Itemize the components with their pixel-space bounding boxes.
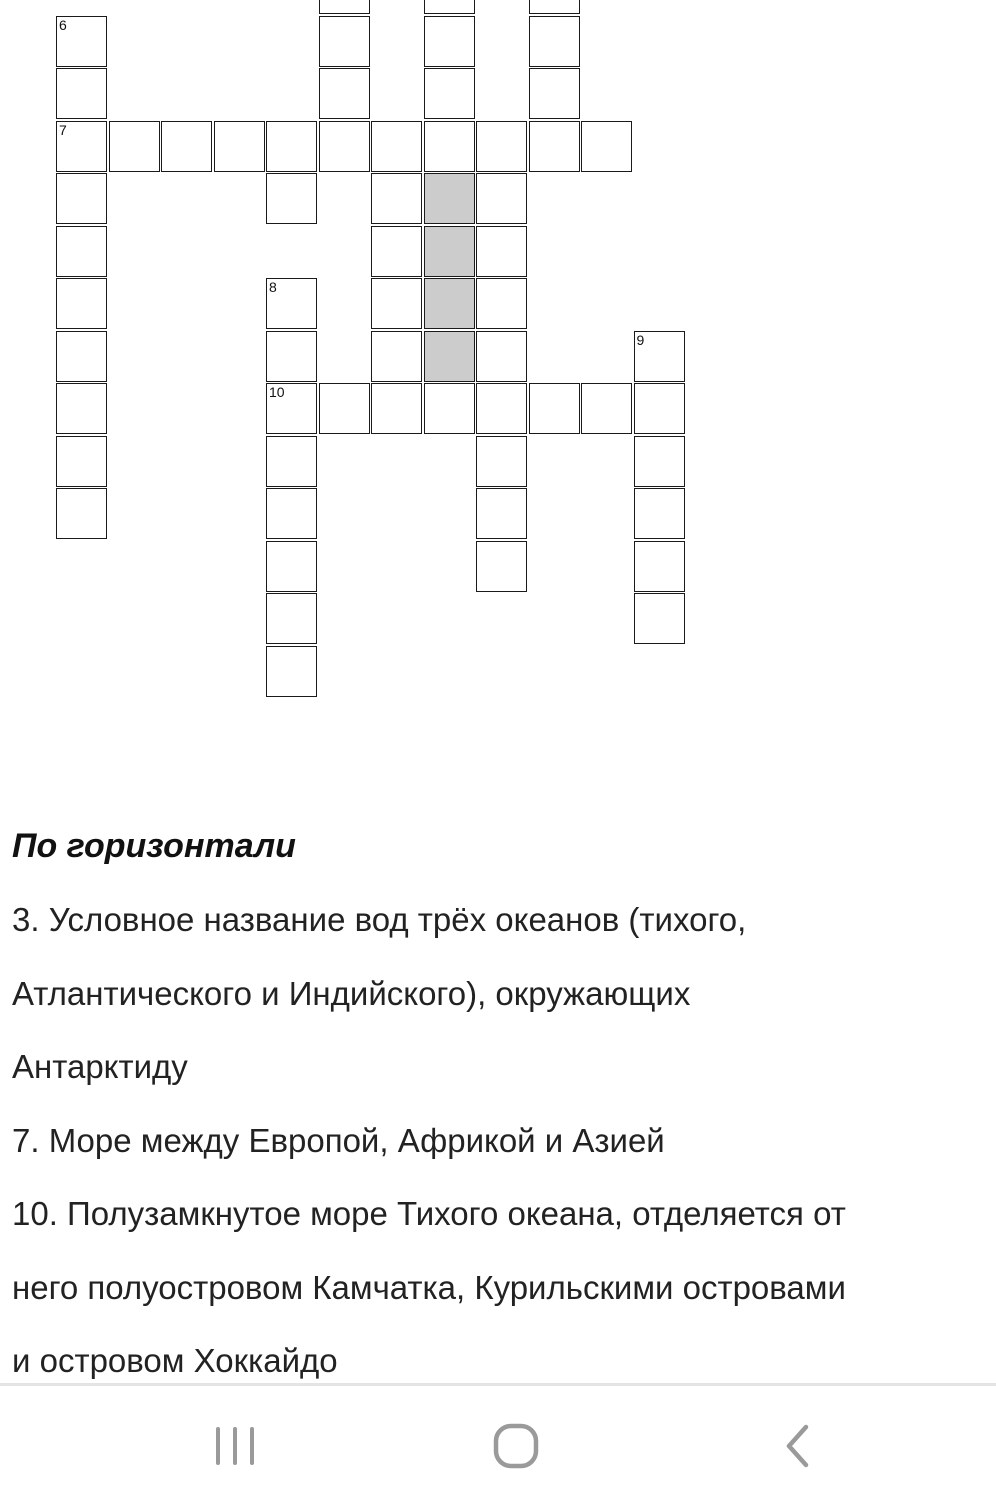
crossword-cell	[266, 121, 317, 172]
crossword-cell	[56, 68, 107, 119]
crossword-cell	[634, 541, 685, 592]
crossword-cell	[56, 383, 107, 434]
crossword-cell	[56, 173, 107, 224]
clue-line: него полуостровом Камчатка, Курильскими островами	[12, 1268, 846, 1306]
crossword-shaded-cell	[424, 331, 475, 382]
crossword-cell	[476, 541, 527, 592]
crossword-cell	[476, 278, 527, 329]
crossword-cell	[581, 121, 632, 172]
crossword-cell	[109, 121, 160, 172]
crossword-cell	[266, 278, 317, 329]
crossword-cell	[529, 121, 580, 172]
crossword-cell	[371, 173, 422, 224]
crossword-cell	[634, 488, 685, 539]
crossword-cell	[319, 0, 370, 14]
home-button[interactable]	[456, 1386, 576, 1506]
crossword-cell	[371, 121, 422, 172]
crossword-cell	[424, 121, 475, 172]
crossword-cell	[424, 16, 475, 67]
crossword-cell	[214, 121, 265, 172]
crossword-cell	[476, 226, 527, 277]
crossword-cell	[371, 383, 422, 434]
clue-number: 10	[269, 384, 285, 400]
crossword-cell	[476, 488, 527, 539]
crossword-cell	[56, 436, 107, 487]
clue-line: 3. Условное название вод трёх океанов (тихого,	[12, 901, 747, 938]
clues-heading: По горизонтали	[12, 827, 296, 865]
crossword-cell	[56, 488, 107, 539]
crossword-cell	[371, 331, 422, 382]
clue-line: Атлантического и Индийского), окружающих	[12, 974, 691, 1012]
clue-line: 7. Море между Европой, Африкой и Азией	[12, 1121, 665, 1159]
crossword-cell	[476, 173, 527, 224]
crossword-cell	[56, 278, 107, 329]
crossword-cell	[529, 383, 580, 434]
back-button[interactable]	[738, 1386, 858, 1506]
crossword-cell	[424, 68, 475, 119]
crossword-cell	[476, 383, 527, 434]
crossword-cell	[476, 331, 527, 382]
crossword-shaded-cell	[424, 173, 475, 224]
crossword-cell	[634, 331, 685, 382]
clue-number: 8	[269, 279, 277, 295]
crossword-cell	[529, 0, 580, 14]
clue-number: 7	[59, 121, 67, 138]
crossword-cell	[161, 121, 212, 172]
crossword-cell	[634, 383, 685, 434]
recent-apps-button[interactable]	[175, 1386, 295, 1506]
recent-apps-icon	[213, 1425, 257, 1467]
crossword-cell	[319, 383, 370, 434]
crossword-cell	[266, 331, 317, 382]
crossword-cell	[424, 383, 475, 434]
crossword-cell	[266, 173, 317, 224]
crossword-cell	[634, 593, 685, 644]
crossword-shaded-cell	[424, 226, 475, 277]
clue-number: 6	[59, 16, 67, 33]
clue-line: Антарктиду	[12, 1048, 188, 1085]
crossword-cell	[266, 646, 317, 697]
crossword-cell	[476, 121, 527, 172]
crossword-cell	[266, 436, 317, 487]
clue-line: и островом Хоккайдо	[12, 1342, 338, 1379]
crossword-shaded-cell	[424, 278, 475, 329]
crossword-cell	[476, 436, 527, 487]
crossword-cell	[56, 121, 107, 172]
clue-number: 9	[636, 331, 645, 348]
back-icon	[783, 1424, 813, 1468]
crossword-grid	[0, 0, 996, 720]
crossword-cell	[319, 16, 370, 67]
crossword-cell	[371, 278, 422, 329]
crossword-cell	[266, 383, 317, 434]
crossword-cell	[56, 16, 107, 67]
system-navigation-bar	[0, 1383, 996, 1510]
crossword-cell	[371, 226, 422, 277]
crossword-cell	[266, 541, 317, 592]
crossword-cell	[319, 121, 370, 172]
crossword-cell	[56, 226, 107, 277]
home-icon	[493, 1423, 539, 1469]
crossword-cell	[529, 16, 580, 67]
clue-line: 10. Полузамкнутое море Тихого океана, отделяется от	[12, 1195, 846, 1232]
crossword-cell	[581, 383, 632, 434]
crossword-cell	[529, 68, 580, 119]
crossword-cell	[319, 68, 370, 119]
crossword-cell	[266, 488, 317, 539]
clues-section	[12, 810, 996, 1398]
crossword-cell	[56, 331, 107, 382]
crossword-cell	[266, 593, 317, 644]
crossword-cell	[634, 436, 685, 487]
crossword-cell	[424, 0, 475, 14]
